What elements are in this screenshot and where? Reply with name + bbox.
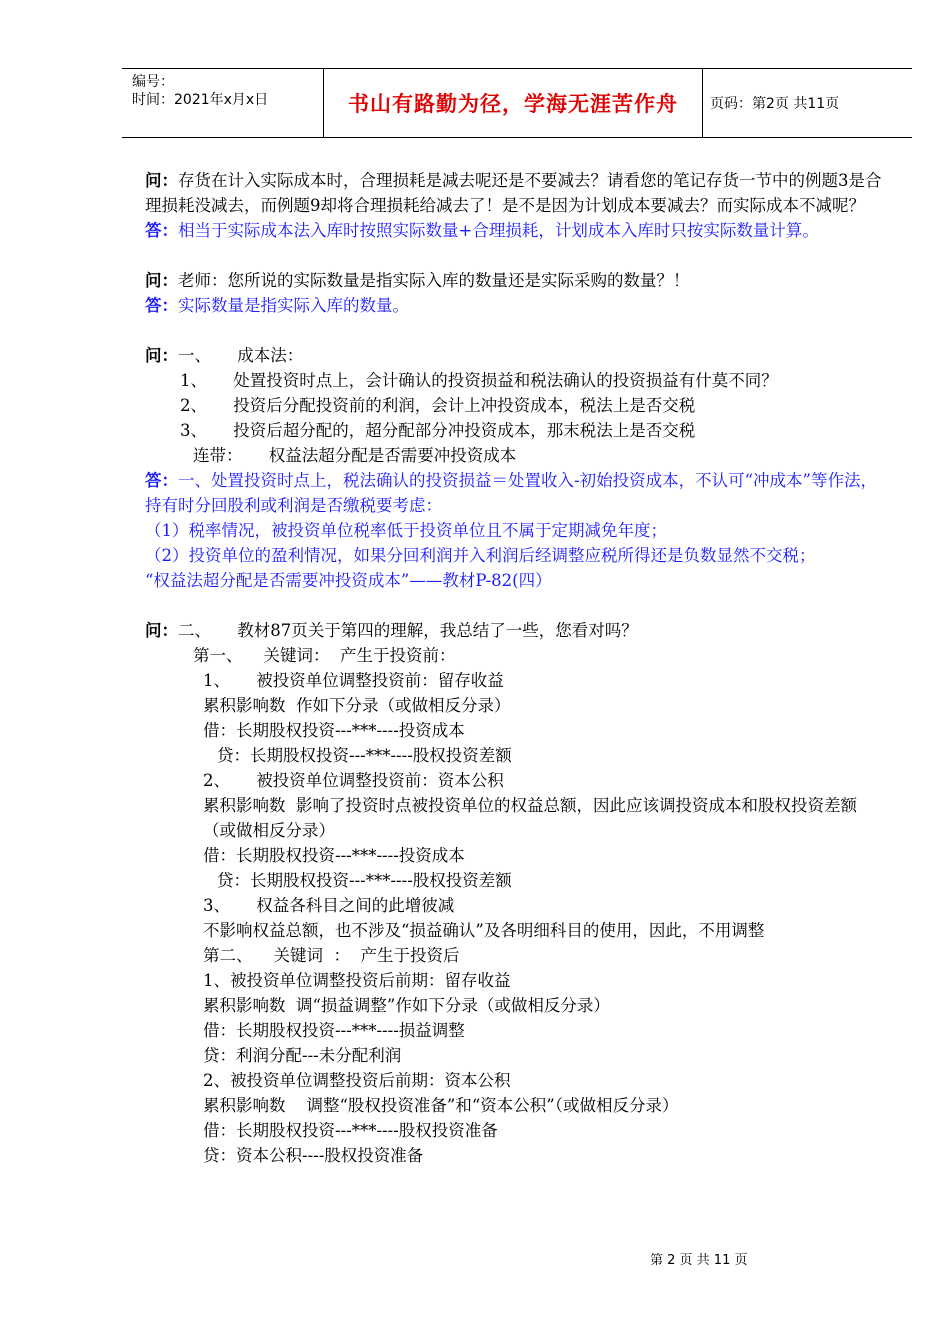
entry-line: 不影响权益总额，也不涉及“损益确认”及各明细科目的使用，因此，不用调整 (203, 921, 765, 940)
question-tag: 问： (145, 346, 178, 365)
question-heading: 一、 成本法： (178, 346, 304, 365)
answer-3-line (145, 468, 890, 518)
question-text: 存货在计入实际成本时，合理损耗是减去呢还是不要减去？请看您的笔记存货一节中的例题3是合理损耗没减去，而例题9却将合理损耗给减去了！是不是因为计划成本要减去？而实际成本不减呢？ (145, 171, 882, 215)
entry-line: 贷：长期股权投资---***----股权投资差额 (217, 871, 512, 890)
answer-1 (145, 218, 890, 243)
entry-line: 1、 被投资单位调整投资前：留存收益 (203, 671, 504, 690)
answer-tag: 答： (145, 296, 178, 315)
question-2 (145, 268, 890, 293)
entry-line: 借：长期股权投资---***----股权投资准备 (203, 1121, 498, 1140)
entry-line: 贷：长期股权投资---***----股权投资差额 (217, 746, 512, 765)
page-header (122, 68, 912, 138)
answer-text: 实际数量是指实际入库的数量。 (178, 296, 409, 315)
header-motto: 书山有路勤为径，学海无涯苦作舟 (323, 69, 703, 137)
header-meta (122, 69, 322, 137)
question-3 (145, 343, 890, 368)
answer-tag: 答： (145, 221, 178, 240)
page-footer: 第 2 页 共 11 页 (650, 1253, 748, 1268)
question-tag: 问： (145, 621, 178, 640)
entry-line: 累积影响数 影响了投资时点被投资单位的权益总额，因此应该调投资成本和股权投资差额 （或做相反分录） (203, 796, 884, 840)
question-tag: 问： (145, 271, 178, 290)
question-item: 1、 处置投资时点上，会计确认的投资损益和税法确认的投资损益有什莫不同？ (180, 371, 778, 390)
entry-line: 累积影响数 作如下分录（或做相反分录） (203, 696, 511, 715)
question-tag: 问： (145, 171, 178, 190)
entry-line: 2、被投资单位调整投资后前期：资本公积 (203, 1071, 511, 1090)
question-extra: 连带： 权益法超分配是否需要冲投资成本 (193, 446, 517, 465)
question-item: 2、 投资后分配投资前的利润，会计上冲投资成本，税法上是否交税 (180, 396, 696, 415)
question-4-lines (145, 643, 890, 1168)
answer-3-line: “权益法超分配是否需要冲投资成本”——教材P-82(四） (145, 571, 552, 590)
question-heading: 二、 教材87页关于第四的理解，我总结了一些，您看对吗？ (178, 621, 638, 640)
answer-3-line: （2）投资单位的盈利情况，如果分回利润并入利润后经调整应税所得还是负数显然不交税； (145, 546, 816, 565)
time-label: 时间：2021年x月x日 (132, 92, 269, 108)
question-1 (145, 168, 890, 218)
header-page-info: 页码：第2页 共11页 (710, 96, 840, 112)
entry-line: 累积影响数 调“损益调整”作如下分录（或做相反分录） (203, 996, 610, 1015)
entry-line: 累积影响数 调整“股权投资准备”和“资本公积”（或做相反分录） (203, 1096, 679, 1115)
document-body (145, 168, 890, 1168)
answer-text: 相当于实际成本法入库时按照实际数量+合理损耗，计划成本入库时只按实际数量计算。 (178, 221, 819, 240)
entry-line: 1、被投资单位调整投资后前期：留存收益 (203, 971, 511, 990)
entry-line: 第一、 关键词： 产生于投资前： (193, 646, 456, 665)
answer-tag: 答： (145, 471, 178, 490)
entry-line: 2、 被投资单位调整投资前：资本公积 (203, 771, 504, 790)
answer-2 (145, 293, 890, 318)
entry-line: 第二、 关键词 ： 产生于投资后 (203, 946, 460, 965)
question-item: 3、 投资后超分配的，超分配部分冲投资成本，那末税法上是否交税 (180, 421, 696, 440)
entry-line: 贷：资本公积----股权投资准备 (203, 1146, 424, 1165)
entry-line: 3、 权益各科目之间的此增彼减 (203, 896, 455, 915)
entry-line: 借：长期股权投资---***----投资成本 (203, 721, 465, 740)
entry-line: 借：长期股权投资---***----损益调整 (203, 1021, 465, 1040)
entry-line: 借：长期股权投资---***----投资成本 (203, 846, 465, 865)
question-4 (145, 618, 890, 643)
entry-line: 贷：利润分配---未分配利润 (203, 1046, 402, 1065)
question-text: 老师：您所说的实际数量是指实际入库的数量还是实际采购的数量？！ (178, 271, 690, 290)
answer-3-line: （1）税率情况，被投资单位税率低于投资单位且不属于定期减免年度； (145, 521, 667, 540)
answer-text: 一、处置投资时点上，税法确认的投资损益＝处置收入-初始投资成本，不认可“冲成本”等作法，持有时分回股利或利润是否缴税要考虑： (145, 471, 877, 515)
number-label: 编号： (132, 74, 174, 90)
